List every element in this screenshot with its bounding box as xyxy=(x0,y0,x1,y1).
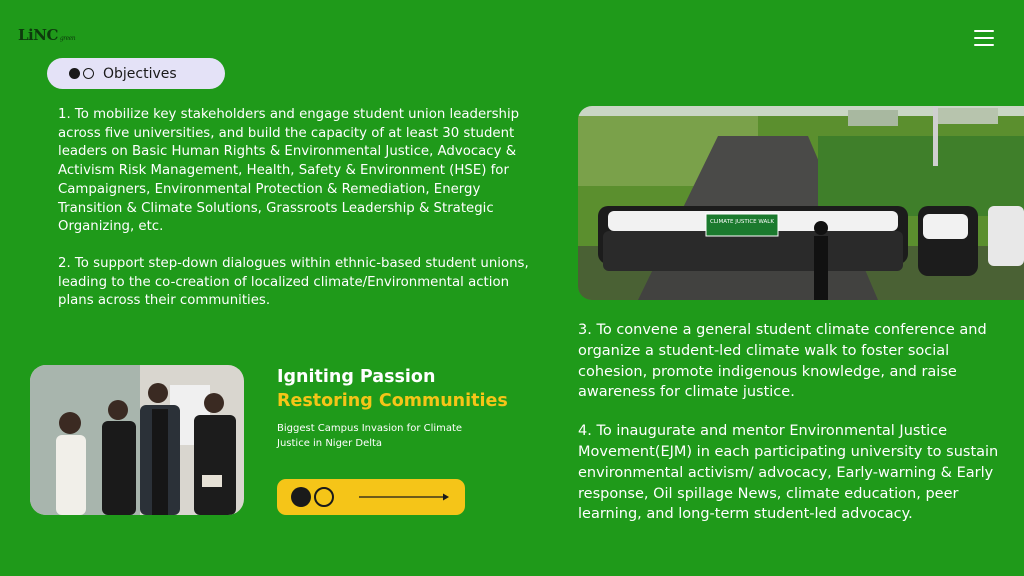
objectives-label: Objectives xyxy=(103,65,177,82)
hamburger-icon[interactable] xyxy=(974,30,994,46)
filled-dot-icon xyxy=(291,487,311,507)
brand-tag: green xyxy=(59,35,76,42)
banner-text: CLIMATE JUSTICE WALK xyxy=(710,219,774,225)
arrow-right-icon xyxy=(359,492,449,502)
headline xyxy=(277,365,508,413)
brand-logo[interactable] xyxy=(18,26,75,44)
climate-walk-photo xyxy=(578,106,1024,300)
objectives-pill xyxy=(47,58,225,89)
brand-name: LiNC xyxy=(18,26,58,44)
ring-dot-icon xyxy=(83,68,94,79)
cta-button[interactable] xyxy=(277,479,465,515)
objective-2: 2. To support step-down dialogues within ethnic-based student unions, leading to the co-creation of localized climate/Environmental action plans across their communities. xyxy=(58,255,529,309)
subline: Biggest Campus Invasion for Climate Justice in Niger Delta xyxy=(277,423,463,449)
objectives-left xyxy=(58,106,538,329)
ring-dot-icon xyxy=(314,487,334,507)
objective-1: 1. To mobilize key stakeholders and engage student union leadership across five universities, and build the capacity of at least 30 student leaders on Basic Human Rights & Environmental Justice, Advocacy & Activism Risk Management, Health, Safety & Environment (HSE) for Campaigners, Environmental Protection & Remediation, Energy Transition & Climate Solutions, Grassroots Leadership & Strategic Organizing, etc. xyxy=(58,107,520,235)
student-leaders-photo xyxy=(30,365,244,515)
objective-4: 4. To inaugurate and mentor Environmental Justice Movement(EJM) in each participating university to sustain environmental activism/ advocacy, Early-warning & Early response, Oil spillage News, climate education, peer learning, and long-term student-led advocacy. xyxy=(578,423,999,523)
objectives-right xyxy=(578,320,1018,543)
headline-line-2: Restoring Communities xyxy=(277,391,508,411)
filled-dot-icon xyxy=(69,68,80,79)
headline-line-1: Igniting Passion xyxy=(277,367,436,387)
objective-3: 3. To convene a general student climate conference and organize a student-led climate walk to foster social cohesion, promote indigenous knowledge, and raise awareness for climate justice. xyxy=(578,322,987,401)
